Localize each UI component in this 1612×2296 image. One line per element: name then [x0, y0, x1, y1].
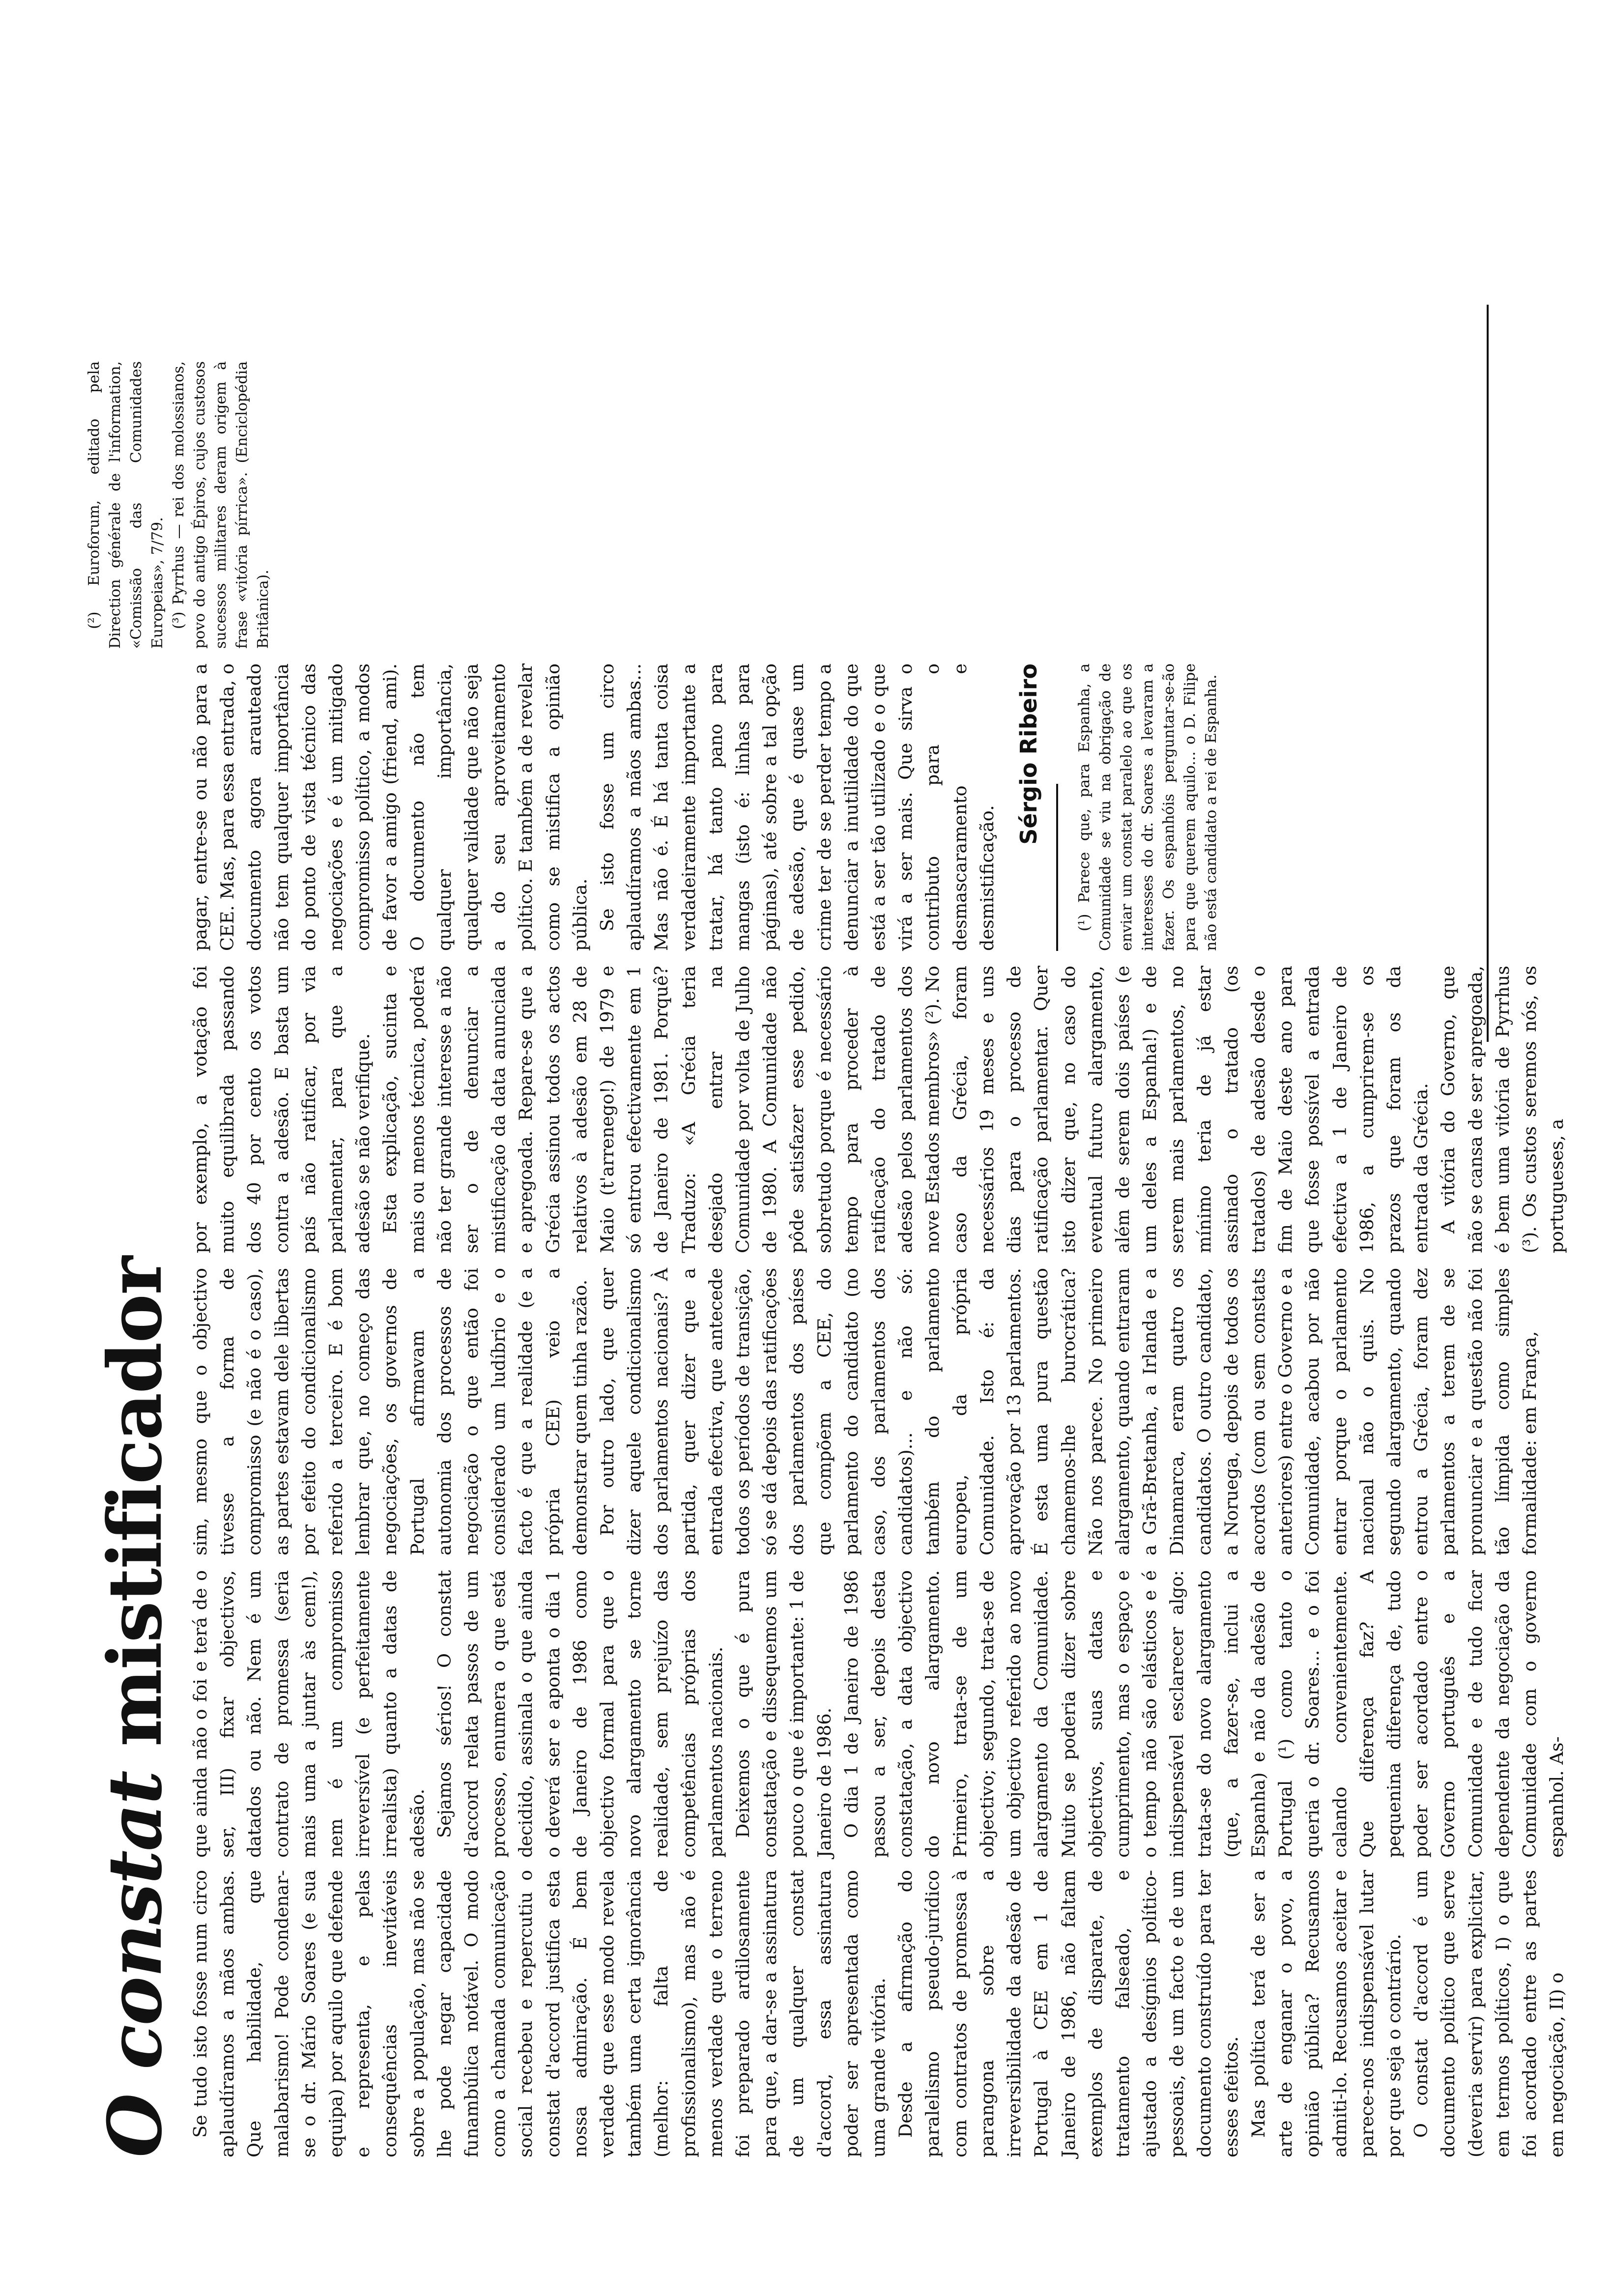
- article-column-4: [187, 966, 1568, 1253]
- article-column-5: [187, 663, 1474, 951]
- paragraph: Desde a afirmação do paralelismo pseudo-jurídico com contratos de promessa à parangona sobre a irreversibilidade da adesão de Portugal à CEE em 1 de Janeiro de 1986, não faltam exemplos de disparate, de tratamento falseado, e ajustado a desígnios político-pessoais, de um facto e de um documento construído para ter esses efeitos.: [895, 1870, 1242, 2157]
- paragraph: Deixemos o que é pura constatação e dissequemos um pouco o que é importante: 1 de Janeiro de 1986.: [732, 1570, 835, 1858]
- newspaper-clipping: [69, 206, 1568, 2172]
- paragraph: sim, mesmo que o objectivo tivesse a forma de compromisso (e não é o caso), as partes estavam dele libertas por efeito do condicionalismo referido a terceiro. E é bom lembrar que, no começo das negociações, os governos de Portugal afirmavam a autonomia dos processos de negociação o que então foi considerado um ludíbrio e o facto é que a realidade (e a própria CEE) veio a demonstrar quem tinha razão.: [190, 1268, 591, 1555]
- footnote: (³) Pyrrhus — rei dos molossianos, povo do antigo Épiros, cujos custosos sucessos militares deram origem à frase «vitória pírrica». (Enciclopédia Britânica).: [170, 361, 272, 649]
- paragraph: O dia 1 de Janeiro de 1986 passou a ser, depois desta constatação, a data objectivo do novo alargamento. Primeiro, trata-se de um objectivo; segundo, trata-se de um objectivo referido ao novo alargamento da Comunidade. Muito se poderia dizer sobre objectivos, suas datas e cumprimento, mas o espaço e o tempo não são elásticos e é indispensável esclarecer algo: trata-se do novo alargamento (que, a fazer-se, inclui a Espanha) e não da adesão de Portugal (¹) como tanto o queria o dr. Soares... e o foi calando convenientemente. Que diferença faz? A pequenina diferença de, tudo poder ser acordado entre o Governo português e a Comunidade e de tudo ficar dependente da negociação da Comunidade com o governo espanhol. As-: [840, 1570, 1568, 1858]
- headline-italic: O constat: [92, 1771, 178, 2157]
- footnote: (²) Euroforum, editado pela Direction générale de l'information, «Comissão das Comunidades Europeias», 7/79.: [86, 361, 166, 649]
- footnote: (¹) Parece que, para Espanha, a Comunidade se viu na obrigação de enviar um constat paralelo ao que os interesses do dr. Soares a levaram a fazer. Os espanhóis perguntar-se-ão para que querem aquilo... o D. Filipe não está candidato a rei de Espanha.: [1076, 663, 1220, 951]
- left-edge-rule: [1487, 305, 1489, 1042]
- article-column-1: [187, 1870, 1568, 2157]
- paragraph: Por outro lado, que quer dizer aquele condicionalismo dos parlamentos nacionais? À partida, quer dizer que a entrada efectiva, que antecede todos os períodos de transição, só se dá depois das ratificações dos parlamentos dos países que compõem a CEE, do parlamento do candidato (no caso, dos parlamentos dos candidatos)... e não só: também do parlamento europeu, da própria Comunidade. Isto é: da aprovação por 13 parlamentos. É esta uma pura questão chamemos-lhe burocrática? Não nos parece. No primeiro alargamento, quando entraram a Grã-Bretanha, a Irlanda e a Dinamarca, eram quatro os candidatos. O outro candidato, a Noruega, depois de todos os acordos (com ou sem constats anteriores) entre o Governo e a Comunidade, acabou por não entrar porque o parlamento nacional não o quis. No segundo alargamento, quando entrou a Grécia, foram dez parlamentos a terem de se pronunciar e a questão não foi tão límpida como simples formalidade: em França,: [597, 1268, 1540, 1555]
- paragraph: Se tudo isto fosse num circo aplaudíramos a mãos ambas. Que habilidade, que malabarismo! Pode condenar-se o dr. Mário Soares (e sua equipa) por aquilo que defende e representa, e pelas consequências inevitáveis sobre a população, mas não se lhe pode negar capacidade funambúlica notável. O modo como a chamada comunicação social recebeu e repercutiu o constat d'accord justifica esta nossa admiração. É bem verdade que esse modo revela também uma certa ignorância (melhor: falta de profissionalismo), mas não é menos verdade que o terreno foi preparado ardilosamente para que, a dar-se a assinatura de um qualquer constat d'accord, essa assinatura poder ser apresentada como uma grande vitória.: [190, 1870, 890, 2157]
- paragraph: por exemplo, a votação foi muito equilibrada passando dos 40 por cento os votos contra a adesão. E basta um país não ratificar, por via parlamentar, para que a adesão se não verifique.: [190, 966, 374, 1253]
- article-column-3: [187, 1268, 1540, 1555]
- paragraph: O constat d'accord é um documento político que serve (deveria servir) para explicitar, em termos políticos, I) o que foi acordado entre as partes em negociação, II) o: [1410, 1870, 1568, 2157]
- paragraph: Se isto fosse um circo aplaudíramos a mãos ambas... Mas não é. É há tanta coisa verdadeiramente importante a tratar, há tanto pano para mangas (isto é: linhas para páginas), até sobre a tal opção de adesão, que é quase um crime ter de se perder tempo a denunciar a inutilidade do que está a ser tão utilizado e o que virá a ser mais. Que sirva o contributo para o desmascaramento e desmistificação.: [597, 663, 998, 951]
- article-headline: [88, 732, 182, 2157]
- article-column-2: [187, 1570, 1568, 1858]
- paragraph: que ainda não o foi e terá de o ser, III) fixar objectivos, datados ou não. Nem é um contrato de promessa (seria mais uma a juntar às cem!), nem é um compromisso irreversível (e perfeitamente irrealista) quanto a datas de adesão.: [190, 1570, 428, 1858]
- paragraph: A vitória do Governo, que não se cansa de ser apregoada, é bem uma vitória de Pyrrhus (³). Os custos seremos nós, os portugueses, a: [1438, 966, 1568, 1253]
- footnote-divider: [1056, 784, 1058, 951]
- paragraph: Esta explicação, sucinta e mais ou menos técnica, poderá não ter grande interesse a não ser o de denunciar a mistificação da data anunciada e apregoada. Repare-se que a Grécia assinou todos os actos relativos à adesão em 28 de Maio (t'arrenego!) de 1979 e só entrou efectivamente em 1 de Janeiro de 1981. Porquê? Traduzo: «A Grécia teria desejado entrar na Comunidade por volta de Julho de 1980. A Comunidade não pôde satisfazer esse pedido, sobretudo porque é necessário tempo para proceder à ratificação do tratado de adesão pelos parlamentos dos nove Estados membros» (²). No caso da Grécia, foram necessários 19 meses e uns dias para o processo de ratificação parlamentar. Quer isto dizer que, no caso do eventual futuro alargamento, além de serem dois países (e um deles a Espanha!) e de serem mais parlamentos, no mínimo teria de já estar assinado o tratado (os tratados) de adesão desde o fim de Maio deste ano para que fosse possível a entrada efectiva a 1 de Janeiro de 1986, a cumprirem-se os prazos que foram os da entrada da Grécia.: [379, 966, 1432, 1253]
- article-column-6: [84, 361, 1474, 649]
- paragraph: pagar, entre-se ou não para a CEE. Mas, para essa entrada, o documento agora arautеado não tem qualquer importância do ponto de vista técnico das negociações e é um mitigado compromisso político, a modos de favor a amigo (friend, ami). O documento não tem qualquer importância, qualquer validade que não seja a do seu aproveitamento político. E também a de revelar como se mistifica a opinião pública.: [190, 663, 591, 951]
- paragraph: Mas política terá de ser a arte de enganar o povo, a opinião pública? Recusamos admiti-lo. Recusamos aceitar e parece-nos indispensável lutar por que seja o contrário.: [1247, 1870, 1405, 2157]
- author-byline: Sérgio Ribeiro: [1015, 663, 1042, 845]
- headline-rest: mistificador: [92, 1257, 178, 1772]
- paragraph: Sejamos sérios! O constat d'accord relata passos de um processo, enumera o que está decidido, assinala o que ainda o deverá ser e aponta o dia 1 de Janeiro de 1986 como objectivo formal para que o novo alargamento se torne realidade, sem prejuízo das competências próprias dos parlamentos nacionais.: [433, 1570, 726, 1858]
